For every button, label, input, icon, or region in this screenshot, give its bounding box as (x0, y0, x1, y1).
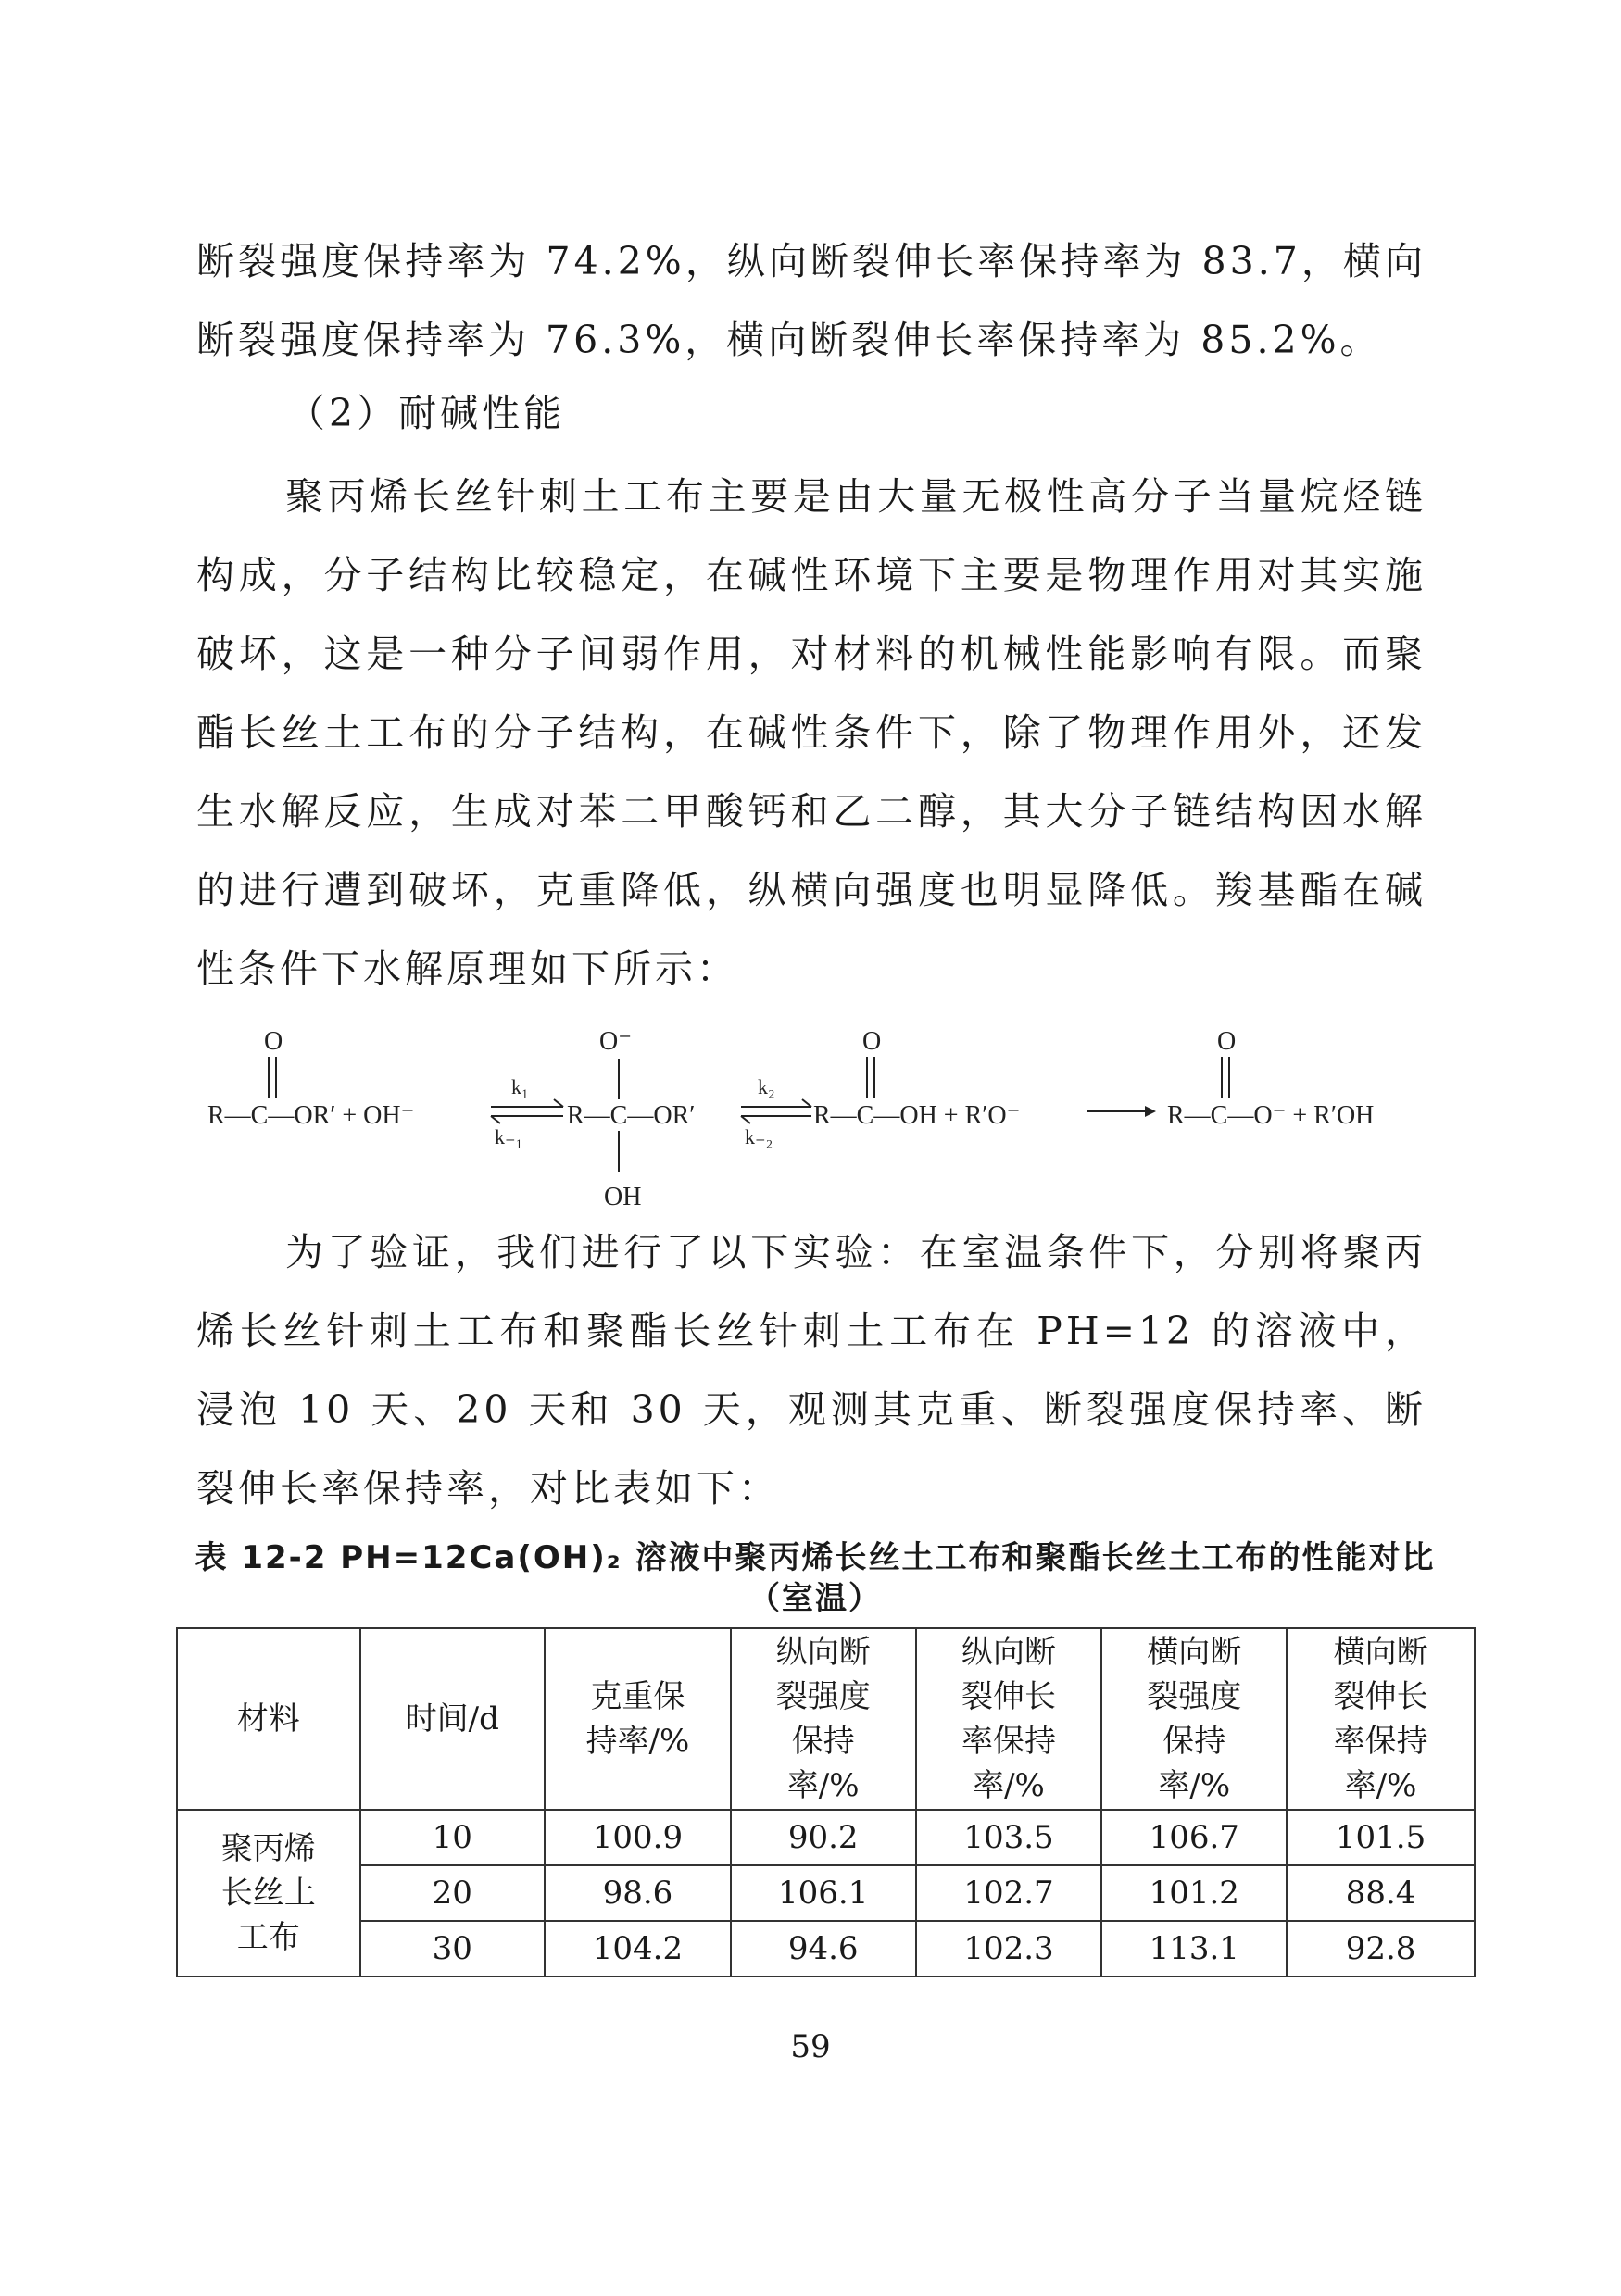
hydrolysis-equation (185, 1014, 1454, 1227)
paragraph-3: 为了验证，我们进行了以下实验：在室温条件下，分别将聚丙烯长丝针刺土工布和聚酯长丝针刺土工布在 PH=12 的溶液中，浸泡 10 天、20 天和 30 天，观测其克重、断裂强度保持率、断裂伸长率保持率，对比表如下： (196, 1230, 1426, 1511)
header-weight: 克重保持率/% (545, 1628, 731, 1810)
header-time: 时间/d (360, 1628, 545, 1810)
table-row (177, 1865, 1475, 1921)
table-caption (176, 1537, 1454, 1619)
table-caption-subtitle: （室温） (748, 1580, 882, 1617)
eq-oxygen-3: O (1217, 1027, 1237, 1056)
cell-weight: 100.9 (545, 1810, 731, 1865)
cell-trans-strength: 101.2 (1101, 1865, 1287, 1921)
header-trans-elongation: 横向断裂伸长率保持率/% (1287, 1628, 1475, 1810)
cell-trans-elongation: 101.5 (1287, 1810, 1475, 1865)
section-heading: （2）耐碱性能 (287, 391, 566, 435)
cell-long-elongation: 102.7 (916, 1865, 1102, 1921)
header-material: 材料 (177, 1628, 360, 1810)
table-header-row (177, 1628, 1475, 1810)
cell-long-strength: 94.6 (731, 1921, 916, 1976)
eq-k1: k₁ (511, 1075, 529, 1098)
cell-time: 30 (360, 1921, 545, 1976)
cell-trans-elongation: 88.4 (1287, 1865, 1475, 1921)
header-trans-strength: 横向断裂强度保持率/% (1101, 1628, 1287, 1810)
header-long-strength: 纵向断裂强度保持率/% (731, 1628, 916, 1810)
cell-weight: 98.6 (545, 1865, 731, 1921)
eq-oxygen-1: O (264, 1027, 283, 1056)
cell-trans-strength: 106.7 (1101, 1810, 1287, 1865)
eq-oxygen-2: O (862, 1027, 882, 1056)
table-caption-title: 表 12-2 PH=12Ca(OH)₂ 溶液中聚丙烯长丝土工布和聚酯长丝土工布的性能对比 (195, 1539, 1436, 1576)
eq-k-minus2: k₋₂ (745, 1125, 773, 1148)
eq-reactants: R—C—OR′ + OH⁻ (207, 1101, 415, 1130)
eq-oxygen-anion: O⁻ (599, 1027, 632, 1056)
eq-acid-products: R—C—OH + R′O⁻ (813, 1101, 1021, 1130)
eq-final-products: R—C—O⁻ + R′OH (1167, 1101, 1375, 1130)
eq-hydroxyl: OH (604, 1183, 642, 1211)
cell-long-elongation: 102.3 (916, 1921, 1102, 1976)
cell-time: 10 (360, 1810, 545, 1865)
cell-weight: 104.2 (545, 1921, 731, 1976)
page-number: 59 (790, 2028, 831, 2065)
cell-long-elongation: 103.5 (916, 1810, 1102, 1865)
performance-table (176, 1627, 1476, 1977)
cell-long-strength: 90.2 (731, 1810, 916, 1865)
table-row (177, 1921, 1475, 1976)
cell-time: 20 (360, 1865, 545, 1921)
eq-k2: k₂ (758, 1075, 775, 1098)
cell-trans-elongation: 92.8 (1287, 1921, 1475, 1976)
table-row (177, 1810, 1475, 1865)
cell-material: 聚丙烯长丝土工布 (177, 1810, 360, 1976)
eq-k-minus1: k₋₁ (495, 1125, 523, 1148)
paragraph-2: 聚丙烯长丝针刺土工布主要是由大量无极性高分子当量烷烃链构成，分子结构比较稳定，在碱性环境下主要是物理作用对其实施破坏，这是一种分子间弱作用，对材料的机械性能影响有限。而聚酯长丝土工布的分子结构，在碱性条件下，除了物理作用外，还发生水解反应，生成对苯二甲酸钙和乙二醇，其大分子链结构因水解的进行遭到破坏，克重降低，纵横向强度也明显降低。羧基酯在碱性条件下水解原理如下所示： (196, 474, 1426, 991)
header-long-elongation: 纵向断裂伸长率保持率/% (916, 1628, 1102, 1810)
paragraph-1: 断裂强度保持率为 74.2%，纵向断裂伸长率保持率为 83.7，横向断裂强度保持率为 76.3%，横向断裂伸长率保持率为 85.2%。 (196, 239, 1426, 362)
cell-long-strength: 106.1 (731, 1865, 916, 1921)
cell-trans-strength: 113.1 (1101, 1921, 1287, 1976)
eq-intermediate: R—C—OR′ (567, 1101, 696, 1130)
